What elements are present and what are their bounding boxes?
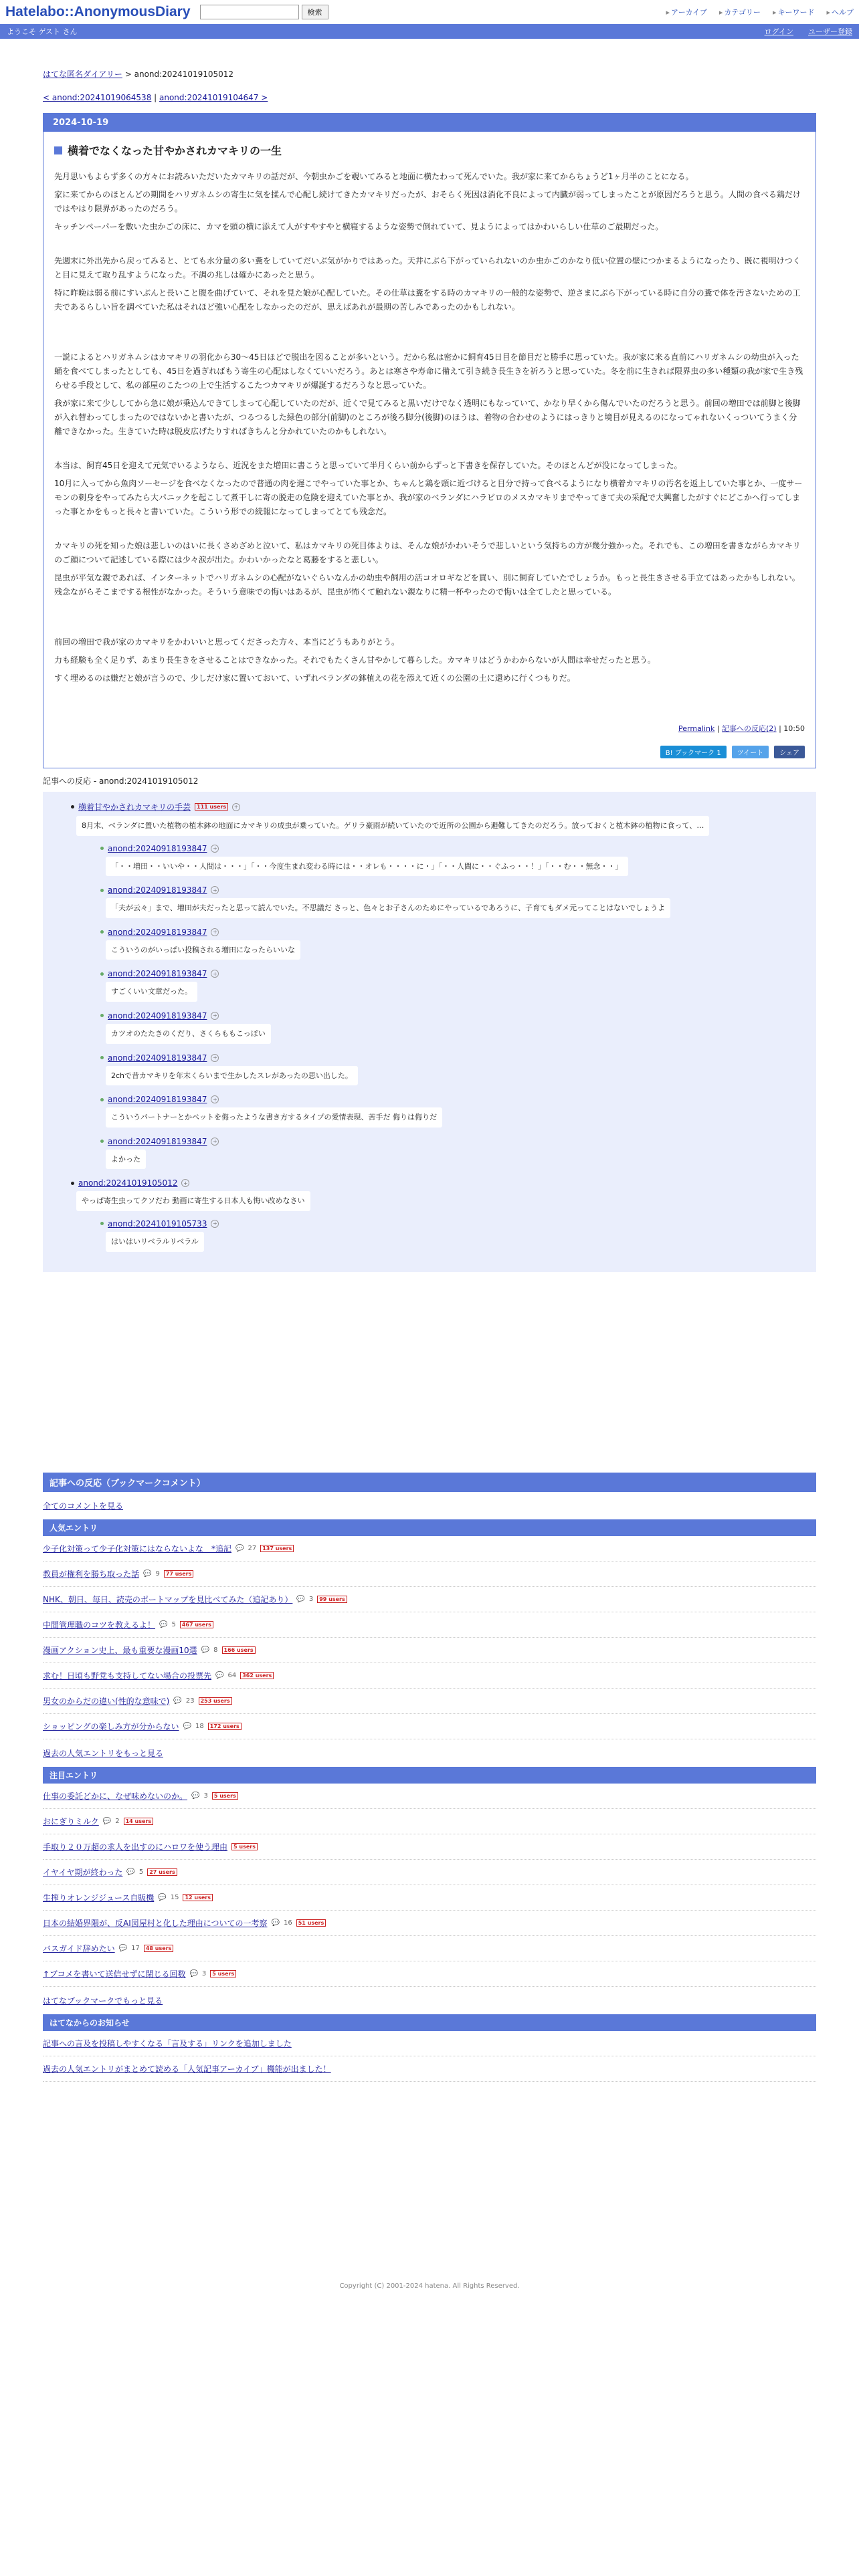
users-badge[interactable]: 5 users bbox=[210, 1970, 236, 1977]
comment-icon: 💬 bbox=[173, 1697, 182, 1705]
reply-item bbox=[100, 1095, 816, 1128]
reactions-tree bbox=[43, 792, 816, 1272]
entry-title bbox=[54, 142, 805, 158]
news-heading: はてなからのお知らせ bbox=[43, 2014, 816, 2031]
popular-entry-row bbox=[43, 1536, 816, 1562]
popular-entry-row bbox=[43, 1587, 816, 1612]
search-button[interactable]: 検索 bbox=[302, 5, 328, 19]
popular-entry-row bbox=[43, 1638, 816, 1663]
popular-entry-row bbox=[43, 1612, 816, 1638]
popular-entry-link[interactable]: 少子化対策って少子化対策にはならないよな *追記 bbox=[43, 1543, 232, 1553]
reply-body: はいはいリベラルリベラル bbox=[106, 1232, 204, 1252]
hot-entry-link[interactable]: ↑ブコメを書いて送信せずに閉じる回数 bbox=[43, 1969, 186, 1979]
hot-entry-row bbox=[43, 1784, 816, 1809]
bullet-icon bbox=[100, 847, 104, 850]
link-keyword[interactable]: ▸ キーワード bbox=[773, 7, 815, 17]
bullet-icon bbox=[100, 1014, 104, 1017]
comment-count: 64 bbox=[227, 1671, 237, 1679]
next-entry-link[interactable]: anond:20241019104647 > bbox=[159, 93, 268, 102]
paragraph-gap bbox=[54, 619, 805, 635]
breadcrumb-home[interactable]: はてな匿名ダイアリー bbox=[43, 70, 122, 79]
entry-paragraph: キッチンペーパーを敷いた虫かごの床に、カマを頭の横に添えて人がすやすやと横寝するような姿勢で倒れていて、見ようによってはかわいらしい仕草のご最期だった。 bbox=[54, 222, 664, 231]
add-icon[interactable]: + bbox=[211, 886, 219, 894]
reply-author-link[interactable]: anond:20240918193847 bbox=[108, 1136, 207, 1146]
hot-more-link[interactable]: はてなブックマークでもっと見る bbox=[43, 1996, 163, 2006]
comment-count: 3 bbox=[201, 1969, 207, 1977]
reactions-list bbox=[43, 801, 816, 1252]
facebook-share-button[interactable]: シェア bbox=[774, 746, 805, 758]
popular-entry-row bbox=[43, 1714, 816, 1739]
add-icon[interactable]: + bbox=[211, 1138, 219, 1146]
entry-paragraphs bbox=[54, 170, 805, 685]
add-icon[interactable]: + bbox=[211, 1095, 219, 1103]
reply-body: よかった bbox=[106, 1150, 146, 1170]
reply-body: こういうパートナーとかペットを侮ったような書き方するタイプの愛情表現、苦手だ 侮りは侮りだ bbox=[106, 1107, 442, 1128]
comment-count: 18 bbox=[195, 1722, 204, 1730]
comment-count: 23 bbox=[185, 1697, 195, 1705]
users-badge[interactable]: 166 users bbox=[222, 1646, 256, 1654]
comment-icon: 💬 bbox=[183, 1722, 191, 1730]
popular-entry-row bbox=[43, 1689, 816, 1714]
search-input[interactable] bbox=[200, 5, 299, 19]
comment-icon: 💬 bbox=[118, 1944, 128, 1952]
comment-count: 16 bbox=[283, 1919, 292, 1927]
reply-author-link[interactable]: anond:20240918193847 bbox=[108, 969, 207, 979]
reply-author-link[interactable]: anond:20240918193847 bbox=[108, 1010, 207, 1021]
users-badge[interactable]: 137 users bbox=[260, 1545, 294, 1552]
comment-icon: 💬 bbox=[235, 1544, 244, 1552]
popular-entry-row bbox=[43, 1663, 816, 1689]
add-icon[interactable]: + bbox=[211, 1054, 219, 1062]
popular-entry-row bbox=[43, 1562, 816, 1587]
user-bar bbox=[0, 24, 859, 39]
add-icon[interactable]: + bbox=[211, 1220, 219, 1228]
hot-entry-row bbox=[43, 1809, 816, 1834]
reaction-header bbox=[71, 801, 816, 813]
reply-item bbox=[100, 885, 816, 918]
users-badge[interactable]: 5 users bbox=[231, 1843, 258, 1850]
reply-header bbox=[100, 928, 816, 937]
login-link[interactable]: ログイン bbox=[764, 27, 793, 36]
main-content bbox=[0, 68, 859, 2397]
popular-entry-link[interactable]: 教員が権利を勝ち取った話 bbox=[43, 1569, 140, 1579]
reply-header bbox=[100, 1011, 816, 1021]
reaction-header bbox=[71, 1178, 816, 1188]
entry-section bbox=[43, 113, 816, 768]
news-list bbox=[43, 2031, 816, 2082]
bullet-icon bbox=[100, 889, 104, 892]
breadcrumb-current: anond:20241019105012 bbox=[134, 70, 234, 79]
prev-entry-link[interactable]: < anond:20241019064538 bbox=[43, 93, 152, 102]
popular-heading: 人気エントリ bbox=[43, 1519, 816, 1536]
entry-paragraph: 力も経験も全く足りず、あまり長生きをさせることはできなかった。それでもたくさん甘やかして暮らした。カマキリはどうかわからないが人間は幸せだったと思う。 bbox=[54, 655, 656, 665]
hot-entry-row bbox=[43, 1860, 816, 1885]
reply-header bbox=[100, 969, 816, 978]
hot-heading: 注目エントリ bbox=[43, 1767, 816, 1784]
entry-paragraph: 特に昨晩は弱る前にすいぶんと長いこと腹を曲げていて、それを見た娘が心配していた。その仕草は糞をする時のカマキリの一般的な姿勢で、逆さまにぶら下がっている時に自分の糞で体を汚さないための工夫であるらしい旨を調べていた私はそれほど強い心配をしなかったのだが、思えばあれが最期の苦しみであったのかもしれない。 bbox=[54, 288, 801, 312]
entry-paragraph: 本当は、飼育45日を迎えて元気でいるようなら、近況をまた増田に書こうと思っていて半月くらい前からずっと下書きを保存していた。そのほとんどが没になってしまった。 bbox=[54, 461, 682, 470]
permalink-link[interactable]: Permalink bbox=[678, 724, 715, 733]
comment-icon: 💬 bbox=[143, 1570, 152, 1578]
news-link[interactable]: 記事への言及を投稿しやすくなる「言及する」リンクを追加しました bbox=[43, 2038, 292, 2048]
paragraph-gap bbox=[54, 443, 805, 459]
entry-time: 10:50 bbox=[783, 724, 805, 733]
users-badge[interactable]: 77 users bbox=[164, 1570, 194, 1578]
reply-body: 「夫が云々」まで、増田が夫だったと思って読んでいた。不思議だ さっと、色々とお子さんのためにやっているであろうに、子育てもダメ元ってことはないでしょうよ bbox=[106, 898, 670, 918]
bullet-icon bbox=[100, 930, 104, 934]
entry-paragraph: 我が家に来て少ししてから急に娘が乗込んできてしまって心配していたのだが、近くで見てみると黒いだけでなく透明にもなっていて、かなり早くから傷んでいたのだろうと思う。前回の増田では前脚と後脚が入れ替わってしまったのではないかと書いたが、つるつるした緑色の部分(前脚)のところが後ろ脚分(後脚)のほうは、着物の合わせのようにはっきりと境目が見えるのになってゃれないくっついてうまく分離できなかった。生きていた時は脱皮広げたりすればきちんと分かれていたのかもしれない。 bbox=[54, 399, 801, 436]
reactions-title: 記事への反応 - anond:20241019105012 bbox=[43, 776, 199, 786]
reply-item bbox=[100, 1011, 816, 1044]
add-icon[interactable]: + bbox=[211, 845, 219, 853]
comment-icon: 💬 bbox=[296, 1595, 305, 1603]
popular-more-link[interactable]: 過去の人気エントリをもっと見る bbox=[43, 1748, 164, 1758]
breadcrumb-separator: > bbox=[122, 70, 134, 79]
site-logo[interactable]: Hatelabo::AnonymousDiary bbox=[5, 4, 191, 19]
reply-body: こういうのがいっぱい投稿される増田になったらいいな bbox=[106, 940, 300, 960]
comment-count: 2 bbox=[115, 1817, 120, 1825]
bookmark-comments-heading: 記事への反応（ブックマークコメント） bbox=[43, 1473, 816, 1492]
paragraph-gap bbox=[54, 334, 805, 350]
header-links bbox=[666, 7, 854, 17]
users-badge[interactable]: 5 users bbox=[212, 1792, 238, 1800]
users-badge[interactable]: 467 users bbox=[180, 1621, 213, 1628]
users-badge[interactable]: 14 users bbox=[124, 1818, 154, 1825]
reply-header bbox=[100, 885, 816, 895]
entry-date: 2024-10-19 bbox=[43, 114, 816, 132]
reply-author-link[interactable]: anond:20240918193847 bbox=[108, 927, 207, 937]
add-icon[interactable]: + bbox=[211, 1012, 219, 1020]
paragraph-gap bbox=[54, 603, 805, 619]
hot-entry-link[interactable]: 手取り２０万超の求人を出すのにハロワを使う理由 bbox=[43, 1842, 228, 1852]
reply-author-link[interactable]: anond:20240918193847 bbox=[108, 885, 207, 895]
all-comments-link[interactable]: 全てのコメントを見る bbox=[43, 1501, 124, 1511]
reply-header bbox=[100, 1219, 816, 1228]
popular-entry-link[interactable]: 漫画アクション史上、最も重要な漫画10選 bbox=[43, 1645, 197, 1655]
users-badge[interactable]: 253 users bbox=[199, 1697, 232, 1705]
users-badge[interactable]: 27 users bbox=[147, 1868, 177, 1876]
breadcrumb bbox=[43, 68, 816, 80]
reply-header bbox=[100, 1053, 816, 1063]
entry-paragraph: 一説によるとハリガネムシはカマキリの羽化から30〜45日ほどで脱出を図ることが多いという。だから私は密かに飼育45日目を節目だと勝手に思っていた。我が家に来る直前にハリガネムシの幼虫が入った蛹を食べてしまったとしても、45日を過ぎればもう寄生の心配はしなくていいだろう。あとは寒さや寿命に備えて引き続き長生きを祈ろうと思っていた。冬を前に生きれば限界虫の多い種類の我が家で生き残らせる手段として、私の部屋のこたつの上で生活するこたつカマキリが爆誕するだろうなと思っていた。 bbox=[54, 352, 803, 390]
tweet-button[interactable]: ツイート bbox=[732, 746, 769, 758]
reply-author-link[interactable]: anond:20241019105733 bbox=[108, 1218, 207, 1228]
footer-copyright: Copyright (C) 2001-2024 hatena. All Rights Reserved. bbox=[339, 2282, 520, 2290]
reply-item bbox=[100, 928, 816, 960]
hot-entry-link[interactable]: イヤイヤ期が終わった bbox=[43, 1867, 123, 1877]
welcome-text: ようこそ ゲスト さん bbox=[7, 27, 78, 36]
reply-body: カツオのたたきのくだり、さくらももこっぽい bbox=[106, 1024, 271, 1044]
entry-paragraph: カマキリの死を知った娘は悲しいのはいに長くさめざめと泣いて、私はカマキリの死目体よりは、そんな娘がかわいそうで悲しいという気持ちの方が幾分強かった。それでも、この増田を書きながらカマキリのご顔について記述している際には少々涙が出た。かわいかったなと葛藤をすると悲しい。 bbox=[54, 541, 801, 564]
hatena-bookmark-button[interactable]: B! ブックマーク 1 bbox=[660, 746, 727, 758]
reaction-item bbox=[71, 801, 816, 1169]
hot-entry-link[interactable]: 仕事の委託どかに、なぜ味めないのか。 bbox=[43, 1791, 188, 1801]
reply-list bbox=[71, 1219, 816, 1252]
reaction-author-link[interactable]: 横着甘やかされカマキリの手芸 bbox=[78, 802, 191, 812]
entry-body bbox=[43, 132, 816, 768]
top-bar bbox=[0, 0, 859, 24]
hot-entry-row bbox=[43, 1961, 816, 1987]
pager-separator: | bbox=[151, 93, 159, 102]
users-badge[interactable]: 99 users bbox=[317, 1596, 347, 1603]
reply-body: すごくいい文章だった。 bbox=[106, 982, 197, 1002]
bullet-icon bbox=[100, 972, 104, 976]
add-icon[interactable]: + bbox=[232, 803, 240, 811]
comment-count: 27 bbox=[248, 1544, 257, 1552]
add-icon[interactable]: + bbox=[211, 928, 219, 936]
reaction-body: やっぱ寄生虫ってクソだわ 動画に寄生する日本人も悔い改めなさい bbox=[76, 1191, 310, 1211]
bullet-icon bbox=[71, 805, 74, 809]
popular-list bbox=[43, 1536, 816, 1739]
users-badge[interactable]: 362 users bbox=[240, 1672, 274, 1679]
users-badge[interactable]: 48 users bbox=[144, 1945, 174, 1952]
entry-meta: Permalink | 記事への反応(2) | 10:50 bbox=[678, 724, 805, 733]
hot-entry-link[interactable]: 日本の結婚界隈が、反AI図屋村と化した理由についての一考察 bbox=[43, 1918, 268, 1928]
reactions-link[interactable]: 記事への反応(2) bbox=[722, 724, 777, 733]
popular-more-row bbox=[43, 1739, 816, 1767]
entry-paragraph: すく埋めるのは嫌だと娘が言うので、少しだけ家に置いておいて、いずれベランダの鉢植えの花を添えて近くの公園の土に還めに行くつもりだ。 bbox=[54, 673, 575, 683]
comment-icon: 💬 bbox=[271, 1919, 280, 1927]
comment-icon: 💬 bbox=[102, 1817, 112, 1825]
users-badge[interactable]: 111 users bbox=[195, 803, 228, 811]
entry-paragraph: 先週末に外出先から戻ってみると、とても水分量の多い糞をしていてだいぶ気がかりではあった。天井にぶら下がっていられないのか虫かごのかなり低い位置の壁につかまるようになったり、既に視明けつくと目に見えて取り乱すようになった。不調の兆しは確かにあったと思う。 bbox=[54, 256, 801, 280]
comment-icon: 💬 bbox=[126, 1868, 135, 1876]
bullet-icon bbox=[71, 1182, 74, 1185]
reply-item bbox=[100, 844, 816, 877]
comment-count: 9 bbox=[155, 1570, 160, 1578]
reply-author-link[interactable]: anond:20240918193847 bbox=[108, 1053, 207, 1063]
paragraph-gap bbox=[54, 523, 805, 539]
news-link[interactable]: 過去の人気エントリがまとめて読める「人気記事アーカイブ」機能が出ました！ bbox=[43, 2064, 331, 2074]
comment-icon: 💬 bbox=[215, 1671, 224, 1679]
hot-entry-row bbox=[43, 1834, 816, 1860]
bullet-icon bbox=[100, 1056, 104, 1059]
reply-list bbox=[71, 844, 816, 1170]
entry-paragraph: 昆虫が平気な親であれば、インターネットでハリガネムシの心配がないぐらいなんかの幼虫や飼用の活コオロギなどを買い、別に飼育していたでしょうか。もっと長生きさせる手立てはあったかもしれない。残念ながらそこまでする根性がなかった。そういう意味での悔いはあるが、昆虫が怖くて触れない親なりに精一杯やったので悔いは全てしたと思っている。 bbox=[54, 573, 800, 597]
news-row bbox=[43, 2031, 816, 2056]
comment-count: 5 bbox=[171, 1620, 176, 1628]
comment-count: 17 bbox=[131, 1944, 140, 1952]
bullet-icon bbox=[100, 1140, 104, 1143]
comment-icon: 💬 bbox=[201, 1646, 210, 1654]
hot-list bbox=[43, 1784, 816, 1987]
ad-spacer bbox=[43, 1272, 816, 1473]
add-icon[interactable]: + bbox=[181, 1179, 189, 1187]
reply-body: 2chで昔カマキリを年末くらいまで生かしたスレがあったの思い出した。 bbox=[106, 1066, 358, 1086]
comment-count: 3 bbox=[203, 1792, 208, 1800]
users-badge[interactable]: 51 users bbox=[296, 1919, 326, 1927]
reply-header bbox=[100, 844, 816, 853]
share-buttons bbox=[54, 746, 805, 758]
reply-author-link[interactable]: anond:20240918193847 bbox=[108, 843, 207, 853]
users-badge[interactable]: 172 users bbox=[208, 1723, 242, 1730]
entry-pager bbox=[43, 93, 816, 102]
link-category[interactable]: ▸ カテゴリー bbox=[719, 7, 761, 17]
reaction-body: 8月末、ベランダに置いた植物の植木鉢の地面にカマキリの成虫が乗っていた。ゲリラ豪雨が続いていたので近所の公園から避難してきたのだろう。放っておくと植木鉢の植物に食って、… bbox=[76, 816, 709, 836]
entry-paragraph: 先月思いもよらず多くの方々にお読みいただいたカマキリの話だが、今朝虫かごを覗いてみると地面に横たわって死んでいた。我が家に来てからちょうど1ヶ月半のことになる。 bbox=[54, 172, 694, 181]
reply-body: 「・・増田・・いいや・・人間は・・・」「・・今度生まれ変わる時には・・オレも・・・・に・」「・・人間に・・ぐふっ・・！」「・・む・・無念・・」 bbox=[106, 857, 628, 877]
popular-entry-link[interactable]: ショッピングの楽しみ方が分からない bbox=[43, 1721, 179, 1731]
comment-count: 5 bbox=[138, 1868, 144, 1876]
comment-icon: 💬 bbox=[159, 1620, 168, 1628]
comment-icon: 💬 bbox=[191, 1792, 200, 1800]
add-icon[interactable]: + bbox=[211, 970, 219, 978]
comment-icon: 💬 bbox=[158, 1893, 167, 1901]
register-link[interactable]: ユーザー登録 bbox=[808, 27, 852, 36]
reply-header bbox=[100, 1137, 816, 1146]
hot-more-row bbox=[43, 1987, 816, 2014]
bullet-icon bbox=[100, 1222, 104, 1225]
users-badge[interactable]: 12 users bbox=[183, 1894, 213, 1901]
reply-header bbox=[100, 1095, 816, 1104]
popular-entry-link[interactable]: 中間管理職のコツを教えるよ！ bbox=[43, 1620, 156, 1630]
comment-icon: 💬 bbox=[189, 1969, 198, 1977]
popular-entry-link[interactable]: 求む！日頃も野党も支持してない場合の投票先 bbox=[43, 1671, 212, 1681]
link-archive[interactable]: ▸ アーカイブ bbox=[666, 7, 707, 17]
reply-item bbox=[100, 1053, 816, 1086]
popular-entry-link[interactable]: 男女のからだの違い(性的な意味で) bbox=[43, 1696, 170, 1706]
reply-item bbox=[100, 1219, 816, 1252]
hot-entry-row bbox=[43, 1885, 816, 1911]
entry-title-text: 横着でなくなった甘やかされカマキリの一生 bbox=[68, 144, 282, 157]
entry-paragraph: 家に来てからのほとんどの期間をハリガネムシの寄生に気を揉んで心配し続けてきたカマキリだったが、おそらく死因は消化不良によって内臓が弱ってしまったことが原因だろうと思う。人間の食べる鶏だけではやはり限界があったのだろう。 bbox=[54, 190, 801, 213]
popular-entry-link[interactable]: NHK、朝日、毎日、読売のポートマップを見比べてみた（追記あり） bbox=[43, 1594, 293, 1604]
comment-count: 3 bbox=[308, 1595, 314, 1603]
all-comments-row bbox=[43, 1492, 816, 1519]
reply-item bbox=[100, 969, 816, 1002]
reply-item bbox=[100, 1137, 816, 1170]
hot-entry-row bbox=[43, 1936, 816, 1961]
link-help[interactable]: ▸ ヘルプ bbox=[826, 7, 854, 17]
entry-paragraph: 前回の増田で我が家のカマキリをかわいいと思ってくださった方々、本当にどうもありがとう。 bbox=[54, 637, 400, 647]
entry-paragraph: 10月に入ってから魚肉ソーセージを食べなくなったので普通の肉を遅こでやっていた事とか、ちゃんと鶏を頭に近づけると目分で持って食べるようになり横着カマキリの汚名を返上していた事とか、一度サーモンの刺身をやってみたら大パニックを起こして煮干しに寄の脱走の危険を迎えていた事とか、我が家のベランダにハラビロのメスカマキリまでやってきて夫の采配で大興奮したがすぐにどこかへ行ってしまった事とかをもっと長々と書いていた。こういう形での続報になってしまってとても残念だ。 bbox=[54, 479, 803, 516]
reply-author-link[interactable]: anond:20240918193847 bbox=[108, 1095, 207, 1105]
bullet-icon bbox=[100, 1098, 104, 1101]
paragraph-gap bbox=[54, 318, 805, 334]
comment-count: 15 bbox=[170, 1893, 179, 1901]
paragraph-gap bbox=[54, 238, 805, 254]
news-row bbox=[43, 2056, 816, 2082]
reaction-author-link[interactable]: anond:20241019105012 bbox=[78, 1178, 178, 1188]
hot-entry-link[interactable]: おにぎりミルク bbox=[43, 1816, 99, 1826]
reaction-item bbox=[71, 1178, 816, 1251]
hot-entry-row bbox=[43, 1911, 816, 1936]
hot-entry-link[interactable]: バスガイド辞めたい bbox=[43, 1943, 115, 1953]
hot-entry-link[interactable]: 生搾りオレンジジュース自販機 bbox=[43, 1893, 155, 1903]
title-square-icon bbox=[54, 146, 62, 154]
comment-count: 8 bbox=[213, 1646, 218, 1654]
